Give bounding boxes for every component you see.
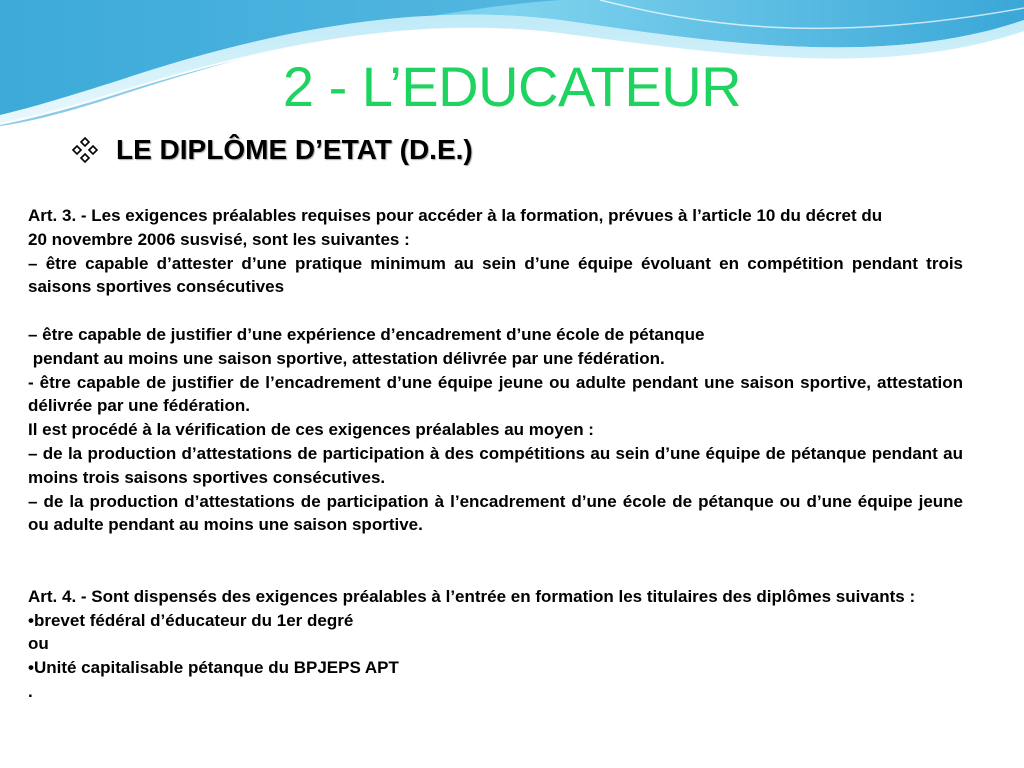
art4-or: ou xyxy=(28,634,49,654)
art3-requirement-1: – être capable d’attester d’une pratique minimum au sein d’une équipe évoluant en compétition pendant trois saisons sportives consécutives xyxy=(28,253,963,297)
body-text xyxy=(28,204,963,704)
art3-intro: Art. 3. - Les exigences préalables requises pour accéder à la formation, prévues à l’article 10 du décret du xyxy=(28,206,883,225)
art4-item-1: •brevet fédéral d’éducateur du 1er degré xyxy=(28,610,354,630)
art3-requirement-3: - être capable de justifier de l’encadrement d’une équipe jeune ou adulte pendant une saison sportive, attestation délivrée par une fédération. xyxy=(28,372,963,416)
spacer xyxy=(28,537,963,585)
spacer xyxy=(28,299,963,323)
slide-title: 2 - L’EDUCATEUR xyxy=(282,55,742,118)
art4-intro: Art. 4. - Sont dispensés des exigences préalables à l’entrée en formation les titulaires des diplômes suivants : xyxy=(28,586,916,606)
four-diamond-bullet-icon xyxy=(72,137,98,163)
art3-proof-1: – de la production d’attestations de participation à des compétitions au sein d’une équipe de pétanque pendant au moins trois saisons sportives consécutives. xyxy=(28,443,963,487)
art3-intro-cont: 20 novembre 2006 susvisé, sont les suivantes : xyxy=(28,229,410,249)
art3-proof-2: – de la production d’attestations de participation à l’encadrement d’une école de pétanque ou d’une équipe jeune ou adulte pendant au moins une saison sportive. xyxy=(28,491,963,535)
art4-item-2: •Unité capitalisable pétanque du BPJEPS APT xyxy=(28,658,399,678)
art3-verification: Il est procédé à la vérification de ces exigences préalables au moyen : xyxy=(28,420,594,440)
art3-requirement-2-line-1: – être capable de justifier d’une expérience d’encadrement d’une école de pétanque xyxy=(28,324,705,344)
slide-subtitle: LE DIPLÔME D’ETAT (D.E.) xyxy=(116,134,473,165)
art4-end: . xyxy=(28,681,33,701)
art3-requirement-2-line-2: pendant au moins une saison sportive, attestation délivrée par une fédération. xyxy=(28,348,665,368)
subtitle-row xyxy=(72,130,473,170)
